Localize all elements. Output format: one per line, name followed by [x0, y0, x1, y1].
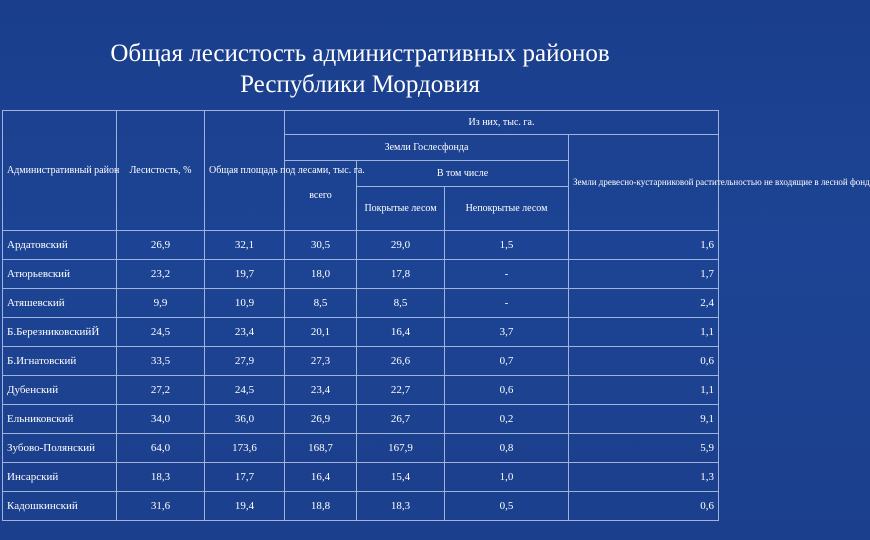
- cell-total-area: 24,5: [205, 376, 285, 405]
- cell-uncovered: 1,0: [445, 463, 569, 492]
- header-total: всего: [285, 161, 357, 231]
- cell-forest-cover: 64,0: [117, 434, 205, 463]
- page-title: [0, 38, 720, 100]
- cell-total-area: 173,6: [205, 434, 285, 463]
- cell-covered: 17,8: [357, 260, 445, 289]
- cell-covered: 16,4: [357, 318, 445, 347]
- cell-name: Атюрьевский: [3, 260, 117, 289]
- cell-uncovered: -: [445, 260, 569, 289]
- cell-name: Ельниковский: [3, 405, 117, 434]
- cell-shrubs: 0,6: [569, 347, 719, 376]
- cell-name: Б.Игнатовский: [3, 347, 117, 376]
- cell-total: 30,5: [285, 231, 357, 260]
- header-total-area: Общая площадь под лесами, тыс. га.: [205, 111, 285, 231]
- cell-uncovered: 0,8: [445, 434, 569, 463]
- cell-covered: 29,0: [357, 231, 445, 260]
- cell-uncovered: 0,5: [445, 492, 569, 521]
- header-including: В том числе: [357, 161, 569, 187]
- cell-total: 16,4: [285, 463, 357, 492]
- cell-shrubs: 1,1: [569, 376, 719, 405]
- cell-uncovered: 3,7: [445, 318, 569, 347]
- cell-total: 18,0: [285, 260, 357, 289]
- cell-total-area: 36,0: [205, 405, 285, 434]
- header-of-which: Из них, тыс. га.: [285, 111, 719, 135]
- cell-covered: 15,4: [357, 463, 445, 492]
- cell-forest-cover: 26,9: [117, 231, 205, 260]
- header-state-fund: Земли Гослесфонда: [285, 135, 569, 161]
- table-row: [3, 318, 719, 347]
- cell-total-area: 19,4: [205, 492, 285, 521]
- title-line-2: Республики Мордовия: [240, 71, 480, 98]
- cell-total: 8,5: [285, 289, 357, 318]
- cell-covered: 18,3: [357, 492, 445, 521]
- cell-total-area: 19,7: [205, 260, 285, 289]
- table-row: [3, 376, 719, 405]
- cell-forest-cover: 33,5: [117, 347, 205, 376]
- table-body: [3, 231, 719, 521]
- cell-name: Инсарский: [3, 463, 117, 492]
- header-forest-cover: Лесистость, %: [117, 111, 205, 231]
- cell-covered: 26,6: [357, 347, 445, 376]
- cell-shrubs: 9,1: [569, 405, 719, 434]
- cell-forest-cover: 9,9: [117, 289, 205, 318]
- cell-covered: 22,7: [357, 376, 445, 405]
- cell-shrubs: 2,4: [569, 289, 719, 318]
- cell-name: Дубенский: [3, 376, 117, 405]
- cell-total: 18,8: [285, 492, 357, 521]
- cell-shrubs: 1,3: [569, 463, 719, 492]
- table-row: [3, 492, 719, 521]
- cell-forest-cover: 18,3: [117, 463, 205, 492]
- cell-forest-cover: 23,2: [117, 260, 205, 289]
- table-header: [3, 111, 870, 231]
- cell-shrubs: 1,7: [569, 260, 719, 289]
- cell-shrubs: 0,6: [569, 492, 719, 521]
- cell-total-area: 17,7: [205, 463, 285, 492]
- cell-forest-cover: 27,2: [117, 376, 205, 405]
- title-line-1: Общая лесистость административных районов: [110, 40, 610, 67]
- cell-total: 20,1: [285, 318, 357, 347]
- cell-uncovered: 0,7: [445, 347, 569, 376]
- cell-name: Ардатовский: [3, 231, 117, 260]
- table-row: [3, 231, 719, 260]
- header-shrubs: Земли древесно-кустарниковой растительностью не входящие в лесной фонд: [569, 135, 719, 231]
- cell-forest-cover: 34,0: [117, 405, 205, 434]
- table-row: [3, 260, 719, 289]
- cell-name: Зубово-Полянский: [3, 434, 117, 463]
- cell-shrubs: 1,1: [569, 318, 719, 347]
- cell-uncovered: -: [445, 289, 569, 318]
- cell-uncovered: 0,2: [445, 405, 569, 434]
- cell-uncovered: 0,6: [445, 376, 569, 405]
- forest-cover-table: [2, 110, 870, 521]
- table-row: [3, 405, 719, 434]
- cell-covered: 167,9: [357, 434, 445, 463]
- cell-total-area: 27,9: [205, 347, 285, 376]
- cell-total-area: 23,4: [205, 318, 285, 347]
- header-district: Административный район: [3, 111, 117, 231]
- cell-total: 26,9: [285, 405, 357, 434]
- table-row: [3, 347, 719, 376]
- header-uncovered: Непокрытые лесом: [445, 187, 569, 231]
- table-row: [3, 463, 719, 492]
- cell-total: 27,3: [285, 347, 357, 376]
- cell-name: Атяшевский: [3, 289, 117, 318]
- cell-name: Б.БерезниковскийЙ: [3, 318, 117, 347]
- cell-total-area: 10,9: [205, 289, 285, 318]
- cell-covered: 26,7: [357, 405, 445, 434]
- cell-shrubs: 5,9: [569, 434, 719, 463]
- cell-shrubs: 1,6: [569, 231, 719, 260]
- cell-total: 168,7: [285, 434, 357, 463]
- cell-uncovered: 1,5: [445, 231, 569, 260]
- cell-forest-cover: 24,5: [117, 318, 205, 347]
- table-row: [3, 434, 719, 463]
- cell-name: Кадошкинский: [3, 492, 117, 521]
- table-row: [3, 289, 719, 318]
- cell-covered: 8,5: [357, 289, 445, 318]
- cell-total-area: 32,1: [205, 231, 285, 260]
- cell-forest-cover: 31,6: [117, 492, 205, 521]
- header-covered: Покрытые лесом: [357, 187, 445, 231]
- cell-total: 23,4: [285, 376, 357, 405]
